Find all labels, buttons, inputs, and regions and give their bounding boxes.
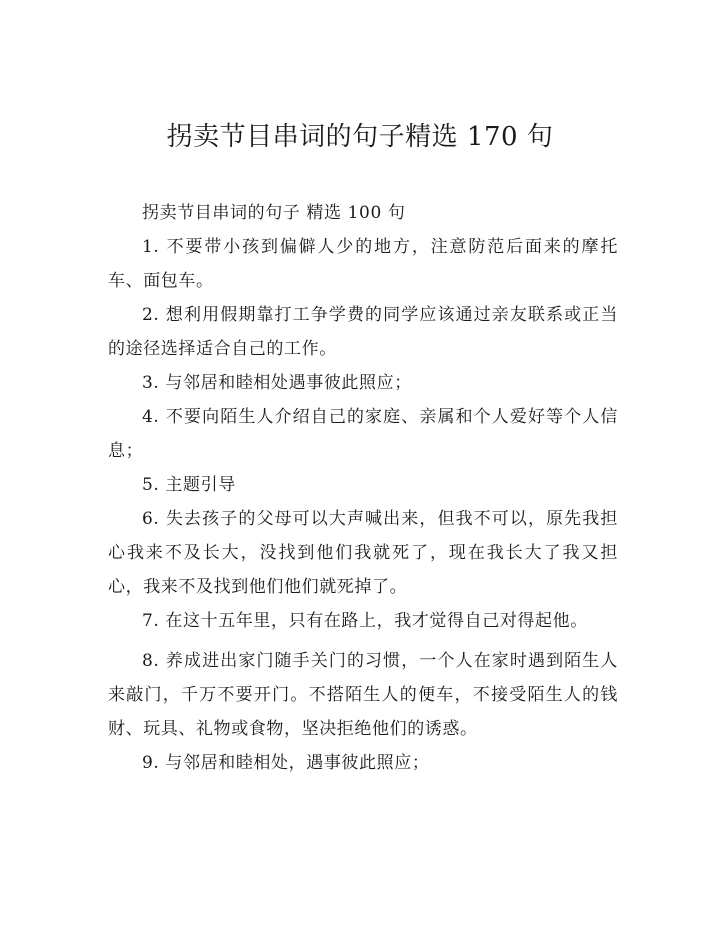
paragraph-item-7: 7. 在这十五年里，只有在路上，我才觉得自己对得起他。	[142, 611, 588, 631]
paragraph-item-3: 3. 与邻居和睦相处遇事彼此照应；	[142, 373, 412, 393]
paragraph-item-9: 9. 与邻居和睦相处，遇事彼此照应；	[142, 753, 430, 773]
paragraph-item-2: 2. 想利用假期靠打工争学费的同学应该通过亲友联系或正当的途径选择适合自己的工作。	[108, 305, 618, 359]
document-title: 拐卖节目串词的句子精选 170 句	[166, 122, 554, 152]
paragraph-item-6: 6. 失去孩子的父母可以大声喊出来，但我不可以，原先我担心我来不及长大，没找到他们我就死了，现在我长大了我又担心，我来不及找到他们他们就死掉了。	[108, 509, 618, 597]
paragraph-item-1: 1. 不要带小孩到偏僻人少的地方，注意防范后面来的摩托车、面包车。	[108, 237, 618, 291]
document-body	[108, 196, 618, 780]
paragraph-subtitle: 拐卖节目串词的句子 精选 100 句	[142, 203, 406, 223]
paragraph-item-5: 5. 主题引导	[142, 475, 236, 495]
paragraph-item-8: 8. 养成进出家门随手关门的习惯，一个人在家时遇到陌生人来敲门，千万不要开门。不搭陌生人的便车，不接受陌生人的钱财、玩具、礼物或食物，坚决拒绝他们的诱惑。	[108, 651, 618, 739]
paragraph-item-4: 4. 不要向陌生人介绍自己的家庭、亲属和个人爱好等个人信息；	[108, 407, 618, 461]
